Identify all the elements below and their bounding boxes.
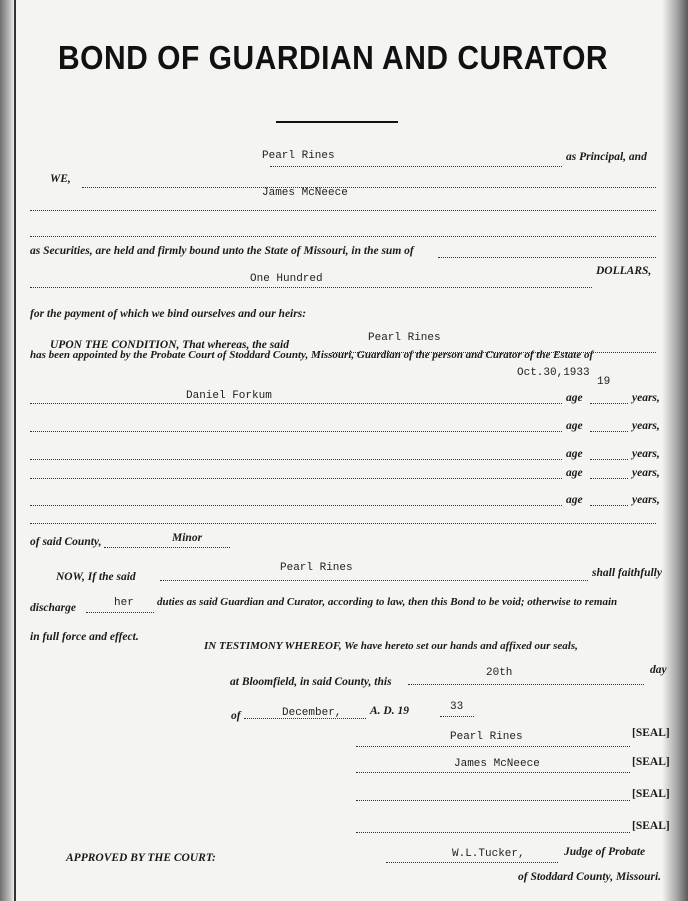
principal-dotted-line — [270, 166, 562, 167]
years-label: years, — [632, 448, 660, 460]
signature-line — [356, 772, 630, 773]
of-said-county: of said County, — [30, 536, 102, 548]
now-line — [160, 580, 588, 581]
line-2 — [30, 210, 656, 211]
judge-name: W.L.Tucker, — [452, 848, 525, 860]
scan-edge-left — [0, 0, 14, 901]
ad-label: A. D. 19 — [370, 705, 409, 717]
discharge-label: discharge — [30, 602, 76, 614]
years-label: years, — [632, 467, 660, 479]
date-annotation: Oct.30,1933 — [517, 367, 590, 379]
payment-text: for the payment of which we bind ourselves and our heirs: — [30, 308, 307, 320]
at-bloomfield: at Bloomfield, in said County, this — [230, 676, 392, 688]
bound-text: as Securities, are held and firmly bound unto the State of Missouri, in the sum of — [30, 245, 414, 257]
now-name: Pearl Rines — [280, 562, 353, 574]
duties-text: duties as said Guardian and Curator, according to law, then this Bond to be void; otherwise to remain — [157, 596, 618, 608]
month-value: December, — [282, 707, 342, 719]
minor-label-line — [104, 547, 230, 548]
as-principal-label: as Principal, and — [566, 151, 647, 163]
guardian-name: Pearl Rines — [368, 332, 441, 344]
minor-line — [30, 403, 562, 404]
judge-title: Judge of Probate — [564, 846, 646, 858]
signature-line — [356, 832, 630, 833]
margin-line — [14, 0, 16, 901]
blank-line — [30, 523, 656, 524]
approved-label: APPROVED BY THE COURT: — [66, 852, 216, 864]
day-value: 20th — [486, 667, 513, 679]
appointed-text: has been appointed by the Probate Court of Stoddard County, Missouri, Guardian of the person and Curator of the Estate of — [30, 349, 594, 361]
age-line — [590, 403, 628, 404]
seal-label: [SEAL] — [632, 727, 670, 739]
years-label: years, — [632, 494, 660, 506]
dollars-label: DOLLARS, — [596, 265, 652, 277]
age-label: age — [566, 448, 583, 460]
signature-line — [356, 800, 630, 801]
we-label: WE, — [50, 173, 71, 185]
amount-line — [30, 287, 592, 288]
line-4 — [438, 257, 656, 258]
minor-line — [30, 478, 562, 479]
age-label: age — [566, 392, 583, 404]
age-label: age — [566, 467, 583, 479]
years-label: years, — [632, 420, 660, 432]
seal-label: [SEAL] — [632, 756, 670, 768]
shall-faithfully: shall faithfully — [592, 567, 662, 579]
minor-line — [30, 505, 562, 506]
age-line — [590, 478, 628, 479]
minor-line — [30, 431, 562, 432]
county-line: of Stoddard County, Missouri. — [518, 871, 662, 883]
seal-label: [SEAL] — [632, 788, 670, 800]
testimony-text: IN TESTIMONY WHEREOF, We have hereto set our hands and affixed our seals, — [204, 640, 578, 652]
of-label: of — [231, 710, 241, 722]
title-rule — [276, 121, 398, 123]
line-1 — [82, 187, 656, 188]
principal-name: Pearl Rines — [262, 150, 335, 162]
seal-label: [SEAL] — [632, 820, 670, 832]
upon-text: UPON THE CONDITION, That whereas, the said — [50, 339, 289, 351]
year-line — [440, 716, 474, 717]
signer-name: Pearl Rines — [450, 731, 523, 743]
age-line — [590, 431, 628, 432]
age-line — [590, 505, 628, 506]
surety-name: James McNeece — [262, 187, 348, 199]
day-label: day — [650, 664, 667, 676]
age-label: age — [566, 494, 583, 506]
age-line — [590, 459, 628, 460]
document-title: BOND OF GUARDIAN AND CURATOR — [58, 40, 609, 77]
line-3 — [30, 236, 656, 237]
minor-age: 19 — [597, 376, 611, 388]
signer-name: James McNeece — [454, 758, 540, 770]
pronoun-line — [86, 612, 154, 613]
years-label: years, — [632, 392, 660, 404]
amount-words: One Hundred — [250, 273, 323, 285]
judge-line — [386, 862, 558, 863]
signature-line — [356, 746, 630, 747]
pronoun: her — [114, 597, 134, 609]
minor-line — [30, 459, 562, 460]
day-line — [408, 684, 644, 685]
full-force: in full force and effect. — [30, 631, 139, 643]
age-label: age — [566, 420, 583, 432]
minor-name: Daniel Forkum — [186, 390, 272, 402]
year-value: 33 — [450, 701, 464, 713]
minor-label: Minor — [172, 532, 203, 544]
now-text: NOW, If the said — [56, 571, 136, 583]
